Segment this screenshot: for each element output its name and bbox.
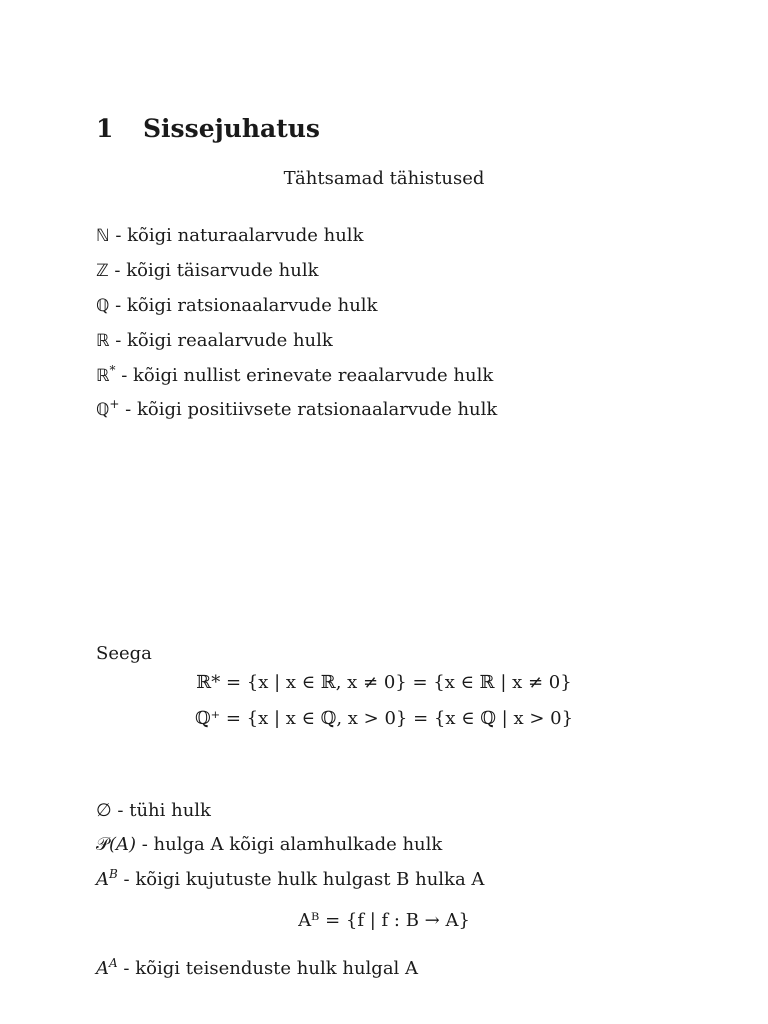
notation-reals — [96, 330, 333, 351]
notation-subtitle: Tähtsamad tähistused — [283, 168, 485, 189]
empty-set-desc: - tühi hulk — [111, 800, 211, 821]
seega-text: Seega — [96, 643, 152, 664]
maps-set-line — [96, 869, 484, 890]
notation-integers — [96, 260, 319, 281]
positive-rationals-symbol: ℚ — [96, 400, 110, 420]
maps-set-desc: - kõigi kujutuste hulk hulgast B hulka A — [117, 869, 485, 890]
equation-ab: Aᴮ = {f | f : B → A} — [298, 910, 470, 931]
power-set-symbol: 𝒫 — [96, 834, 109, 855]
trans-set-desc: - kõigi teisenduste hulk hulgal A — [117, 958, 419, 979]
reals-symbol: ℝ — [96, 331, 110, 351]
empty-set-line — [96, 800, 211, 821]
integers-symbol: ℤ — [96, 261, 109, 281]
equation-q-plus: ℚ⁺ = {x | x ∈ ℚ, x > 0} = {x ∈ ℚ | x > 0} — [194, 708, 574, 729]
notation-positive-rationals — [96, 399, 497, 420]
rationals-desc: - kõigi ratsionaalarvude hulk — [109, 295, 378, 316]
section-title: Sissejuhatus — [143, 114, 321, 143]
nonzero-reals-symbol: ℝ — [96, 366, 110, 386]
empty-set-symbol: ∅ — [96, 800, 112, 821]
notation-rationals — [96, 295, 377, 316]
positive-rationals-desc: - kõigi positiivsete ratsionaalarvude hulk — [119, 399, 498, 420]
nonzero-reals-sup: * — [109, 363, 116, 377]
power-set-desc: - hulga A kõigi alamhulkade hulk — [136, 834, 443, 855]
trans-set-base: A — [96, 958, 109, 979]
equation-r-star: ℝ* = {x | x ∈ ℝ, x ≠ 0} = {x ∈ ℝ | x ≠ 0} — [196, 672, 572, 693]
section-heading — [96, 114, 320, 143]
power-set-arg: (A) — [108, 834, 137, 855]
maps-set-sup: B — [109, 867, 118, 881]
naturals-symbol: ℕ — [96, 226, 110, 246]
nonzero-reals-desc: - kõigi nullist erinevate reaalarvude hulk — [115, 365, 494, 386]
transformations-line — [96, 958, 418, 979]
trans-set-sup: A — [109, 956, 118, 970]
maps-set-base: A — [96, 869, 109, 890]
section-number: 1 — [96, 114, 114, 143]
notation-nonzero-reals — [96, 365, 493, 386]
reals-desc: - kõigi reaalarvude hulk — [109, 330, 333, 351]
positive-rationals-sup: + — [109, 397, 120, 411]
integers-desc: - kõigi täisarvude hulk — [108, 260, 319, 281]
power-set-line — [96, 834, 442, 855]
notation-naturals — [96, 225, 363, 246]
rationals-symbol: ℚ — [96, 296, 110, 316]
naturals-desc: - kõigi naturaalarvude hulk — [109, 225, 364, 246]
